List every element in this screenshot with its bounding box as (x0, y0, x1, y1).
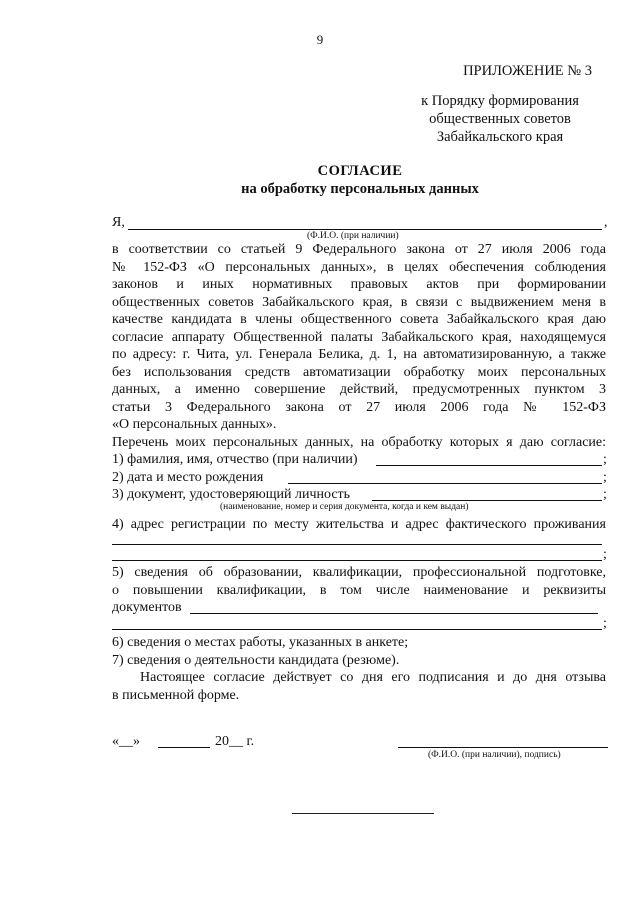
list-item-5-line-2: о повышении квалификации, в том числе наименование и реквизиты (112, 583, 606, 598)
list-item-6: 6) сведения о местах работы, указанных в анкете; (112, 635, 409, 650)
list-item-5-field-line-2[interactable] (112, 629, 602, 630)
date-month-field[interactable] (158, 747, 210, 748)
list-item-5-line-1: 5) сведения об образовании, квалификации, профессиональной подготовке, (112, 565, 606, 580)
name-caption: (Ф.И.О. (при наличии) (307, 231, 399, 241)
name-prefix: Я, (112, 215, 125, 230)
appendix-line-2: общественных советов (429, 111, 571, 127)
consent-body-line-6: согласие аппарату Общественной палаты Забайкальского края, находящемуся (112, 329, 606, 345)
consent-body-line-4: общественных советов Забайкальского края, в связи с выдвижением меня в (112, 294, 606, 310)
date-open-quote: « (112, 734, 119, 749)
appendix-title: ПРИЛОЖЕНИЕ № 3 (463, 63, 592, 79)
consent-body-line-9: данных, а именно совершение действий, предусмотренных пунктом 3 (112, 382, 606, 397)
consent-body-line-10: статьи 3 Федерального закона от 27 июля 2006 года № 152-ФЗ (112, 399, 606, 415)
list-item-1-field[interactable] (376, 465, 602, 466)
consent-body-line-3: законов и иных нормативных правовых актов при формировании (112, 277, 606, 292)
bottom-divider (292, 813, 434, 814)
date-day-blank[interactable]: __ (119, 734, 133, 749)
list-item-7: 7) сведения о деятельности кандидата (резюме). (112, 652, 400, 668)
date-year-block (215, 733, 254, 751)
consent-body-line-1: в соответствии со статьей 9 Федерального закона от 27 июля 2006 года (112, 242, 606, 257)
list-item-2-field[interactable] (288, 483, 602, 484)
validity-line-2: в письменной форме. (112, 687, 240, 703)
consent-body-line-7: по адресу: г. Чита, ул. Генерала Белика, д. 1, на автоматизированную, а также (112, 347, 606, 362)
list-item-4-field-line-1[interactable] (112, 544, 602, 545)
page-number: 9 (316, 32, 324, 47)
list-item-5-line-3: документов (112, 600, 182, 615)
list-item-2-semicolon: ; (603, 469, 607, 485)
document-title: СОГЛАСИЕ (317, 163, 403, 179)
list-item-4-field-line-2[interactable] (112, 560, 602, 561)
list-item-1-semicolon: ; (603, 452, 607, 467)
list-item-1-label: 1) фамилия, имя, отчество (при наличии) (112, 452, 358, 467)
consent-body-last-line: «О персональных данных». (112, 417, 277, 432)
appendix-line-3: Забайкальского края (436, 129, 564, 145)
date-year-blank[interactable]: __ (229, 734, 243, 749)
appendix-line-1: к Порядку формирования (421, 93, 579, 109)
name-suffix: , (604, 215, 608, 230)
list-item-3-field[interactable] (372, 500, 602, 501)
consent-body-line-8: без использования средств автоматизации обработку моих персональных (112, 364, 606, 380)
date-block (112, 733, 140, 751)
list-item-2-label: 2) дата и место рождения (112, 469, 264, 485)
list-item-3-caption: (наименование, номер и серия документа, когда и кем выдан) (220, 502, 469, 512)
signature-field[interactable] (398, 747, 608, 748)
document-subtitle: на обработку персональных данных (241, 181, 479, 197)
list-item-4-label: 4) адрес регистрации по месту жительства и адрес фактического проживания (112, 517, 606, 532)
list-item-3-label: 3) документ, удостоверяющий личность (112, 487, 351, 502)
list-item-3-semicolon: ; (603, 487, 607, 502)
date-year-prefix: 20 (215, 734, 229, 749)
list-item-5-field-line-1[interactable] (190, 613, 598, 614)
consent-body-line-2: № 152-ФЗ «О персональных данных», в целях обеспечения соблюдения (112, 259, 606, 275)
list-item-5-semicolon: ; (603, 616, 607, 631)
list-item-4-semicolon: ; (603, 547, 607, 562)
appendix-reference (390, 92, 610, 146)
data-list-intro: Перечень моих персональных данных, на обработку которых я даю согласие: (112, 434, 606, 450)
date-close-quote: » (133, 734, 140, 749)
name-field[interactable] (128, 229, 602, 230)
validity-line-1: Настоящее согласие действует со дня его подписания и до дня отзыва (140, 670, 606, 685)
date-year-suffix: г. (246, 734, 255, 749)
consent-body-line-5: качестве кандидата в члены общественного совета Забайкальского края даю (112, 312, 606, 327)
signature-caption: (Ф.И.О. (при наличии), подпись) (428, 750, 561, 760)
